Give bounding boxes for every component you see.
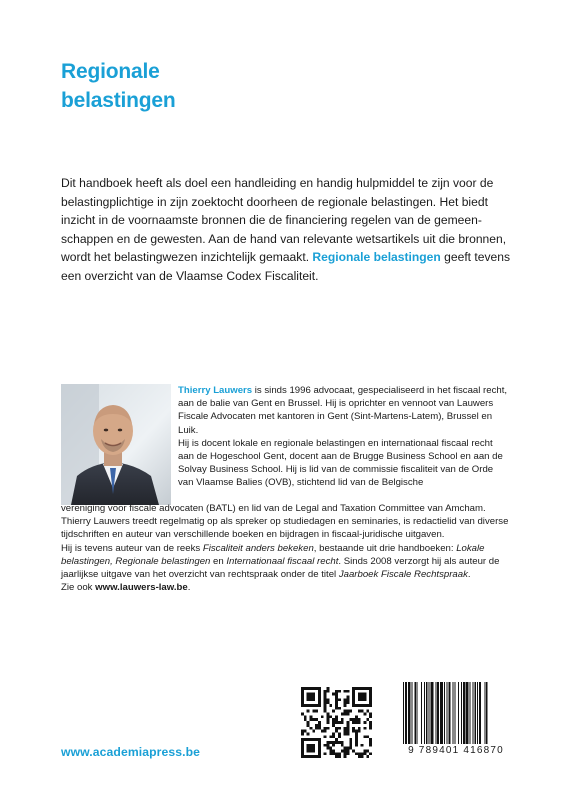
author-website-link[interactable]: www.lauwers-law.be xyxy=(95,582,188,594)
book-title-1: Lokale belastingen xyxy=(61,542,485,567)
bio-sep-1: , xyxy=(110,555,116,567)
author-bio xyxy=(178,384,508,490)
bio-text-4a: Zie ook xyxy=(61,582,96,594)
author-name: Thierry Lauwers xyxy=(178,385,253,396)
description-text-2: geeft tevens een overzicht van de Vlaamse Codex Fiscaliteit. xyxy=(61,250,511,283)
bio-paragraph-4 xyxy=(61,581,509,594)
bio-text-3a: Hij is tevens auteur van de reeks xyxy=(61,542,203,554)
bio-paragraph-2b: vereniging voor fiscale advocaten (BATL) en lid van de Legal and Taxation Committee van Amcham. Thierry Lauwers treedt regelmatig op als spreker op studiedagen en seminaries, is redactielid van diverse tijdschriften en auteur van verschillende boeken en bijdragen in fiscaal-juridische uitgaven. xyxy=(61,503,509,541)
isbn-number: 9 789401 416870 xyxy=(398,744,514,758)
qr-code xyxy=(301,687,372,758)
title-line-2: belastingen xyxy=(61,89,176,112)
bio-paragraph-1 xyxy=(178,384,508,437)
author-photo xyxy=(61,384,171,505)
book-title xyxy=(61,57,361,115)
qr-code-graphic xyxy=(301,687,372,758)
bio-text-4b: . xyxy=(187,582,191,594)
author-portrait-image xyxy=(61,384,171,505)
book-title-2: Regionale belastingen xyxy=(115,555,211,567)
description-highlight: Regionale belastingen xyxy=(312,250,441,265)
bio-text-1: is sinds 1996 advocaat, gespecialiseerd in het fiscaal recht, aan de balie van Gent en Brussel. Hij is oprichter en vennoot van Lauwers Fiscale Advocaten met kantoren in Gent (Sint-Martens-Latem), Brussel en Luik. xyxy=(178,385,508,436)
bio-text-3d: . xyxy=(467,569,471,581)
book-description xyxy=(61,174,513,286)
publisher-website[interactable]: www.academiapress.be xyxy=(61,745,201,759)
title-line-1: Regionale xyxy=(61,60,160,83)
barcode-graphic xyxy=(401,682,511,744)
series-title: Fiscaliteit anders bekeken xyxy=(202,542,314,554)
journal-title: Jaarboek Fiscale Rechtspraak xyxy=(338,569,468,581)
author-bio-continued xyxy=(61,502,509,594)
description-text-1: Dit handboek heeft als doel een handleiding en handig hulpmiddel te zijn voor de belastingplichtige in zijn zoektocht doorheen de regionale belastingen. Het biedt inzicht in de voornaamste bronnen die de financiering regelen van de gemeen-schappen en de gewesten. Aan de hand van relevante wetsartikels uit die bronnen, wordt het belastingwezen inzichtelijk gemaakt. xyxy=(61,176,507,265)
bio-sep-2: en xyxy=(210,555,227,567)
book-title-3: Internationaal fiscaal recht xyxy=(226,555,339,567)
bio-text-3c: . Sinds 2008 verzorgt hij als auteur de jaarlijkse uitgave van het overzicht van rechtspraak onder de titel xyxy=(61,555,500,581)
bio-paragraph-2: Hij is docent lokale en regionale belastingen en internationaal fiscaal recht aan de Hogeschool Gent, docent aan de Brugge Business School en aan de Solvay Business School. Hij is lid van de commissie fiscaliteit van de Orde van Vlaamse Balies (OVB), stichtend lid van de Belgische xyxy=(178,437,503,489)
bio-text-3b: , bestaande uit drie handboeken: xyxy=(313,542,457,554)
bio-paragraph-3 xyxy=(61,542,509,582)
